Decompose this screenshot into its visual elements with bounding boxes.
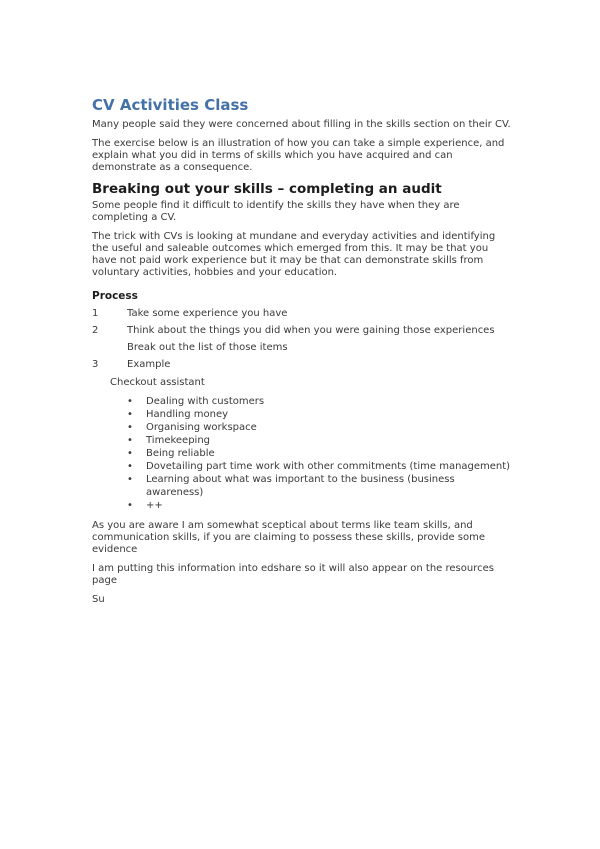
bullet-item bbox=[127, 499, 512, 512]
bullet-icon: • bbox=[127, 409, 133, 420]
list-item-text: Example bbox=[127, 359, 171, 370]
list-item-number: 2 bbox=[92, 325, 99, 336]
bullet-item bbox=[127, 408, 512, 421]
closing-paragraph: I am putting this information into edshare so it will also appear on the resources page bbox=[92, 563, 494, 586]
bullet-icon: • bbox=[127, 448, 133, 459]
bullet-item bbox=[127, 421, 512, 434]
list-item-number: 3 bbox=[92, 359, 99, 370]
process-steps bbox=[92, 308, 512, 371]
example-label: Checkout assistant bbox=[110, 377, 205, 388]
closing-paragraph: As you are aware I am somewhat sceptical about terms like team skills, and communication skills, if you are claiming to possess these skills, provide some evidence bbox=[92, 520, 486, 555]
list-item bbox=[92, 308, 512, 320]
list-item-text: Take some experience you have bbox=[127, 308, 288, 319]
bullet-item-text: ++ bbox=[146, 500, 163, 511]
list-item-number bbox=[92, 342, 127, 354]
list-item-number: 1 bbox=[92, 308, 99, 319]
section-heading: Breaking out your skills – completing an audit bbox=[92, 181, 442, 197]
closing-section bbox=[92, 520, 512, 606]
list-item-text: Break out the list of those items bbox=[127, 342, 288, 353]
section-paragraph: Some people find it difficult to identify the skills they have when they are completing a CV. bbox=[92, 200, 460, 223]
bullet-item bbox=[127, 473, 512, 499]
skills-bullet-list bbox=[127, 395, 512, 512]
bullet-item-text: Handling money bbox=[146, 409, 229, 420]
bullet-icon: • bbox=[127, 435, 133, 446]
bullet-icon: • bbox=[127, 474, 133, 485]
bullet-item bbox=[127, 395, 512, 408]
bullet-item-text: Dovetailing part time work with other commitments (time management) bbox=[146, 461, 511, 472]
process-heading: Process bbox=[92, 290, 138, 302]
bullet-icon: • bbox=[127, 500, 133, 511]
list-item bbox=[92, 325, 512, 337]
bullet-item-text: Timekeeping bbox=[146, 435, 211, 446]
bullet-icon: • bbox=[127, 422, 133, 433]
intro-paragraph: Many people said they were concerned about filling in the skills section on their CV. bbox=[92, 119, 511, 130]
bullet-item-text: Organising workspace bbox=[146, 422, 257, 433]
bullet-icon: • bbox=[127, 396, 133, 407]
bullet-item bbox=[127, 434, 512, 447]
intro-paragraph: The exercise below is an illustration of how you can take a simple experience, and explain what you did in terms of skills which you have acquired and can demonstrate as a consequence. bbox=[92, 138, 505, 173]
list-item bbox=[92, 359, 512, 371]
bullet-item-text: Dealing with customers bbox=[146, 396, 265, 407]
bullet-icon: • bbox=[127, 461, 133, 472]
section-paragraph: The trick with CVs is looking at mundane and everyday activities and identifying the useful and saleable outcomes which emerged from this. It may be that you have not paid work experience but it may be that can demonstrate skills from voluntary activities, hobbies and your education. bbox=[92, 231, 496, 278]
bullet-item bbox=[127, 460, 512, 473]
bullet-item-text: Learning about what was important to the business (business awareness) bbox=[146, 474, 455, 498]
bullet-item bbox=[127, 447, 512, 460]
list-item bbox=[92, 342, 512, 354]
page-title: CV Activities Class bbox=[92, 96, 249, 114]
bullet-item-text: Being reliable bbox=[146, 448, 215, 459]
list-item-text: Think about the things you did when you were gaining those experiences bbox=[127, 325, 495, 336]
signature: Su bbox=[92, 594, 105, 605]
